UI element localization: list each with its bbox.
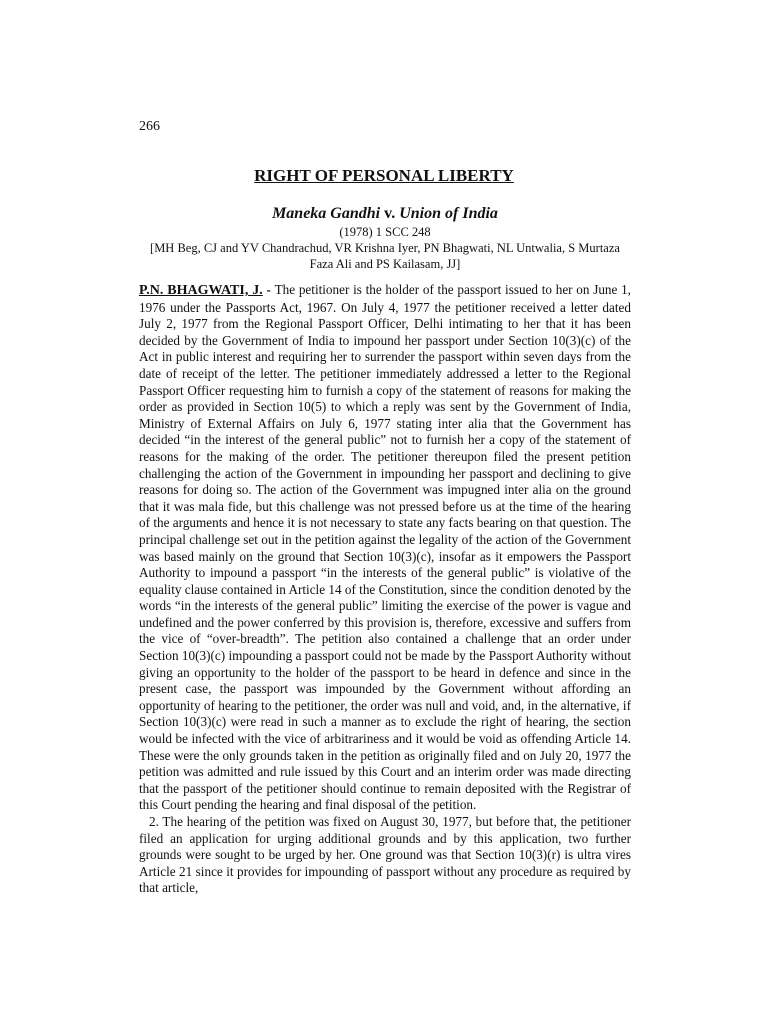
judgment-text [139, 282, 631, 897]
case-title [139, 204, 631, 224]
judge-dash: - [262, 282, 275, 297]
case-party-1: Maneka Gandhi [272, 205, 381, 222]
page-number: 266 [139, 119, 160, 134]
case-party-2: Union of India [399, 205, 498, 222]
case-citation: (1978) 1 SCC 248 [339, 225, 431, 239]
paragraph-1 [139, 282, 631, 814]
case-bench: [MH Beg, CJ and YV Chandrachud, VR Krishna Iyer, PN Bhagwati, NL Untwalia, S Murtaza Faza Ali and PS Kailasam, JJ] [150, 241, 620, 271]
paragraph-2: 2. The hearing of the petition was fixed on August 30, 1977, but before that, the petitioner filed an application for urging additional grounds and by this application, two further grounds were sought to be urged by her. One ground was that Section 10(3)(r) is ultra vires Article 21 since it provides for impounding of passport without any procedure as required by that article, [139, 814, 631, 896]
judge-name: P.N. BHAGWATI, J. [139, 283, 263, 298]
case-versus: v. [380, 205, 400, 222]
case-header [139, 204, 631, 272]
paragraph-1-text: The petitioner is the holder of the passport issued to her on June 1, 1976 under the Passports Act, 1967. On July 4, 1977 the petitioner received a letter dated July 2, 1977 from the Regional Passport Officer, Delhi intimating to her that it has been decided by the Government of India to impound her passport under Section 10(3)(c) of the Act in public interest and requiring her to surrender the passport within seven days from the date of receipt of the letter. The petitioner immediately addressed a letter to the Regional Passport Officer requesting him to furnish a copy of the statement of reasons for making the order as provided in Section 10(5) to which a reply was sent by the Government of India, Ministry of External Affairs on July 6, 1977 stating inter alia that the Government has decided “in the interest of the general public” not to furnish her a copy of the statement of reasons for the making of the order. The petitioner thereupon filed the present petition challenging the action of the Government in impounding her passport and declining to give reasons for doing so. The action of the Government was impugned inter alia on the ground that it was mala fide, but this challenge was not pressed before us at the time of the hearing of the arguments and hence it is not necessary to state any facts bearing on that question. The principal challenge set out in the petition against the legality of the action of the Government was based mainly on the ground that Section 10(3)(c), insofar as it empowers the Passport Authority to impound a passport “in the interests of the general public” is violative of the equality clause contained in Article 14 of the Constitution, since the condition denoted by the words “in the interests of the general public” limiting the exercise of the power is vague and undefined and the power conferred by this provision is, therefore, excessive and suffers from the vice of “over-breadth”. The petition also contained a challenge that an order under Section 10(3)(c) impounding a passport could not be made by the Passport Authority without giving an opportunity to the holder of the passport to be heard in defence and since in the present case, the passport was impounded by the Government without affording an opportunity of hearing to the petitioner, the order was null and void, and, in the alternative, if Section 10(3)(c) were read in such a manner as to exclude the right of hearing, the section would be infected with the vice of arbitrariness and it would be void as offending Article 14. These were the only grounds taken in the petition as originally filed and on July 20, 1977 the petition was admitted and rule issued by this Court and an interim order was made directing that the passport of the petitioner should continue to remain deposited with the Registrar of this Court pending the hearing and final disposal of the petition. [139, 282, 631, 813]
section-title: RIGHT OF PERSONAL LIBERTY [254, 166, 514, 185]
